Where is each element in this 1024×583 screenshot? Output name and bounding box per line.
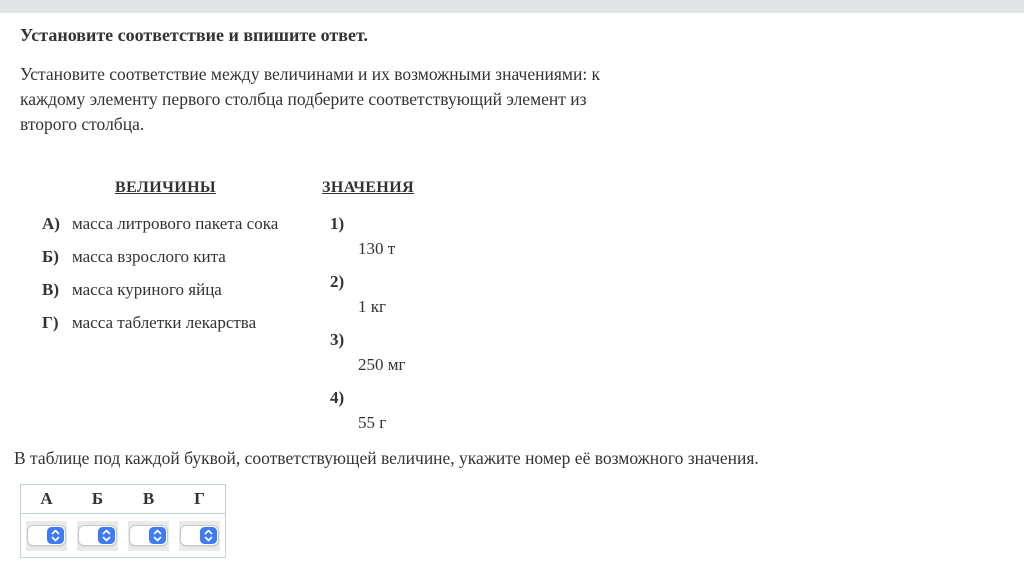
answer-column-header-v: В: [142, 489, 155, 508]
answer-select-chip: [26, 521, 67, 551]
value-item-4: [330, 385, 405, 435]
answer-table-header-row: [21, 485, 225, 514]
values-list: [330, 211, 405, 443]
answer-select-value: [83, 526, 97, 545]
quantity-letter: Г): [42, 313, 59, 332]
page-title: Установите соответствие и впишите ответ.: [20, 25, 368, 45]
quantity-text: масса куриного яйца: [72, 280, 222, 299]
answer-cell-v: [123, 514, 174, 557]
value-number: 1): [330, 214, 345, 233]
answer-select-value: [134, 526, 148, 545]
answer-column-header-g: Г: [194, 489, 205, 508]
value-item-1: [330, 211, 405, 261]
quantities-column-header: ВЕЛИЧИНЫ: [115, 179, 217, 196]
quantity-item-v: [42, 273, 278, 306]
answer-select-chip: [128, 521, 169, 551]
quantity-letter: А): [42, 214, 60, 233]
answer-select-a[interactable]: [27, 525, 66, 546]
answer-select-b[interactable]: [78, 525, 117, 546]
select-stepper-icon[interactable]: [47, 527, 64, 544]
value-text: 130 т: [358, 239, 396, 258]
top-bar: [0, 0, 1024, 13]
value-number: 4): [330, 388, 345, 407]
answer-select-chip: [179, 521, 220, 551]
quantity-item-b: [42, 240, 278, 273]
answer-select-chip: [77, 521, 118, 551]
select-stepper-icon[interactable]: [98, 527, 115, 544]
value-item-2: [330, 269, 405, 319]
answer-select-value: [185, 526, 199, 545]
answer-column-header-a: А: [40, 489, 53, 508]
values-column-header: ЗНАЧЕНИЯ: [322, 179, 415, 196]
value-text: 1 кг: [358, 297, 386, 316]
value-item-3: [330, 327, 405, 377]
quantity-text: масса таблетки лекарства: [72, 313, 257, 332]
answer-select-value: [32, 526, 46, 545]
answer-cell-b: [72, 514, 123, 557]
select-stepper-icon[interactable]: [149, 527, 166, 544]
quantity-letter: В): [42, 280, 59, 299]
value-text: 250 мг: [358, 355, 406, 374]
quantity-item-a: [42, 207, 278, 240]
answer-table: [20, 484, 226, 558]
quantity-text: масса взрослого кита: [72, 247, 226, 266]
answer-column-header-b: Б: [91, 489, 104, 508]
value-text: 55 г: [358, 413, 387, 432]
task-instruction: Установите соответствие между величинами и их возможными значениями: к каждому элементу первого столбца подберите соответствующий элемент из второго столбца.: [20, 64, 601, 134]
quantity-item-g: [42, 306, 278, 339]
answer-table-input-row: [21, 514, 225, 557]
quantity-letter: Б): [42, 247, 59, 266]
quantity-text: масса литрового пакета сока: [72, 214, 279, 233]
quantities-list: [42, 207, 278, 339]
value-number: 2): [330, 272, 345, 291]
answer-select-g[interactable]: [180, 525, 219, 546]
answer-select-v[interactable]: [129, 525, 168, 546]
answer-cell-g: [174, 514, 225, 557]
answer-cell-a: [21, 514, 72, 557]
answer-instruction: В таблице под каждой буквой, соответствующей величине, укажите номер её возможного значения.: [14, 448, 759, 468]
value-number: 3): [330, 330, 345, 349]
select-stepper-icon[interactable]: [200, 527, 217, 544]
